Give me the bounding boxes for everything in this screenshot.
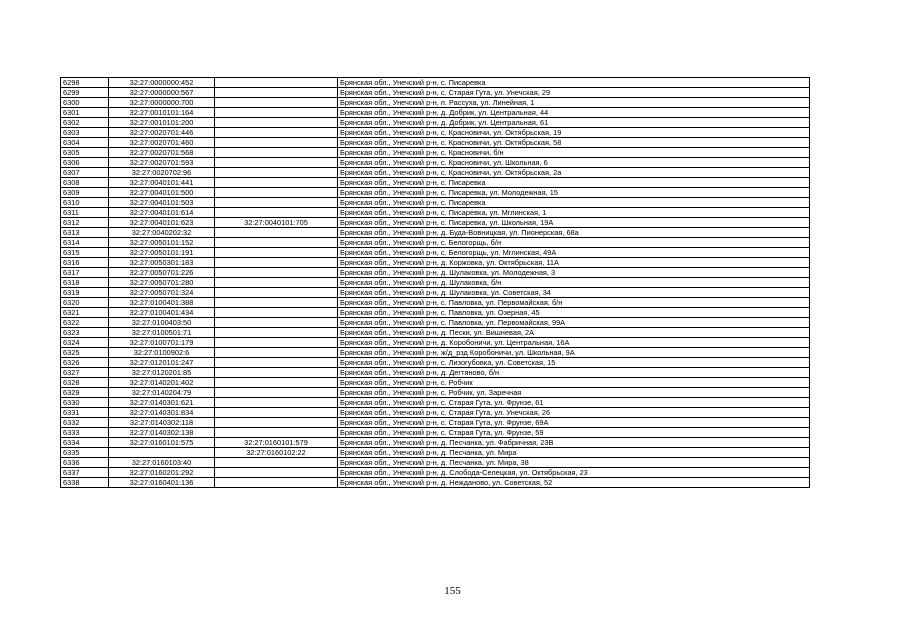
cell-cadastral-number-2	[215, 328, 338, 338]
cell-cadastral-number: 32:27:0010101:164	[109, 108, 215, 118]
cell-address: Брянская обл., Унечский р-н, с. Старая Гута, ул. Фрунзе, 61	[338, 398, 810, 408]
cell-cadastral-number-2	[215, 98, 338, 108]
cell-row-number: 6325	[61, 348, 109, 358]
cell-cadastral-number-2	[215, 138, 338, 148]
cell-cadastral-number: 32:27:0160103:40	[109, 458, 215, 468]
registry-table	[60, 77, 810, 488]
cell-address: Брянская обл., Унечский р-н, с. Писаревка, ул. Мглинская, 1	[338, 208, 810, 218]
cell-cadastral-number: 32:27:0000000:567	[109, 88, 215, 98]
table-row	[61, 338, 810, 348]
cell-cadastral-number: 32:27:0160101:575	[109, 438, 215, 448]
cell-address: Брянская обл., Унечский р-н, д. Шулаковка, ул. Молодежная, 3	[338, 268, 810, 278]
cell-row-number: 6312	[61, 218, 109, 228]
cell-cadastral-number: 32:27:0100701:179	[109, 338, 215, 348]
cell-cadastral-number: 32:27:0040101:614	[109, 208, 215, 218]
cell-row-number: 6336	[61, 458, 109, 468]
cell-cadastral-number: 32:27:0100902:6	[109, 348, 215, 358]
table-row	[61, 368, 810, 378]
cell-address: Брянская обл., Унечский р-н, с. Старая Гута, ул. Фрунзе, 69А	[338, 418, 810, 428]
cell-cadastral-number: 32:27:0050301:183	[109, 258, 215, 268]
table-row	[61, 98, 810, 108]
cell-cadastral-number: 32:27:0020701:446	[109, 128, 215, 138]
cell-cadastral-number-2	[215, 298, 338, 308]
cell-row-number: 6318	[61, 278, 109, 288]
cell-row-number: 6299	[61, 88, 109, 98]
table-row	[61, 318, 810, 328]
cell-address: Брянская обл., Унечский р-н, с. Робчик	[338, 378, 810, 388]
cell-cadastral-number: 32:27:0020702:96	[109, 168, 215, 178]
cell-address: Брянская обл., Унечский р-н, д. Коробоничи, ул. Центральная, 16А	[338, 338, 810, 348]
cell-cadastral-number: 32:27:0020701:568	[109, 148, 215, 158]
registry-table-container	[60, 77, 810, 488]
cell-cadastral-number-2: 32:27:0160101:579	[215, 438, 338, 448]
table-row	[61, 258, 810, 268]
cell-address: Брянская обл., Унечский р-н, с. Белогорщь, б/н	[338, 238, 810, 248]
table-row	[61, 378, 810, 388]
cell-cadastral-number-2	[215, 378, 338, 388]
table-row	[61, 158, 810, 168]
cell-cadastral-number: 32:27:0140301:834	[109, 408, 215, 418]
cell-address: Брянская обл., Унечский р-н, с. Старая Гута, ул. Унечская, 29	[338, 88, 810, 98]
cell-row-number: 6338	[61, 478, 109, 488]
cell-cadastral-number: 32:27:0050101:152	[109, 238, 215, 248]
table-row	[61, 398, 810, 408]
cell-cadastral-number: 32:27:0140302:138	[109, 428, 215, 438]
cell-row-number: 6322	[61, 318, 109, 328]
cell-address: Брянская обл., Унечский р-н, д. Песчанка, ул. Фабричная, 23В	[338, 438, 810, 448]
table-row	[61, 78, 810, 88]
cell-cadastral-number-2: 32:27:0040101:705	[215, 218, 338, 228]
cell-address: Брянская обл., Унечский р-н, д. Песчанка, ул. Мира, 38	[338, 458, 810, 468]
cell-row-number: 6310	[61, 198, 109, 208]
cell-row-number: 6311	[61, 208, 109, 218]
cell-cadastral-number-2	[215, 188, 338, 198]
table-row	[61, 118, 810, 128]
cell-cadastral-number-2	[215, 248, 338, 258]
cell-row-number: 6331	[61, 408, 109, 418]
table-row	[61, 478, 810, 488]
cell-cadastral-number-2	[215, 228, 338, 238]
cell-cadastral-number: 32:27:0050101:191	[109, 248, 215, 258]
cell-row-number: 6300	[61, 98, 109, 108]
cell-cadastral-number-2	[215, 258, 338, 268]
table-row	[61, 428, 810, 438]
cell-address: Брянская обл., Унечский р-н, с. Робчик, ул. Заречная	[338, 388, 810, 398]
cell-cadastral-number-2	[215, 168, 338, 178]
cell-row-number: 6302	[61, 118, 109, 128]
cell-row-number: 6328	[61, 378, 109, 388]
cell-cadastral-number: 32:27:0050701:324	[109, 288, 215, 298]
cell-address: Брянская обл., Унечский р-н, ж/д_рзд Коробоничи, ул. Школьная, 9А	[338, 348, 810, 358]
table-row	[61, 458, 810, 468]
page-number: 155	[444, 585, 461, 597]
cell-cadastral-number: 32:27:0120101:247	[109, 358, 215, 368]
cell-row-number: 6321	[61, 308, 109, 318]
cell-row-number: 6332	[61, 418, 109, 428]
cell-cadastral-number: 32:27:0160401:136	[109, 478, 215, 488]
table-row	[61, 138, 810, 148]
cell-cadastral-number: 32:27:0050701:280	[109, 278, 215, 288]
cell-address: Брянская обл., Унечский р-н, п. Рассуха, ул. Линейная, 1	[338, 98, 810, 108]
table-row	[61, 188, 810, 198]
table-row	[61, 208, 810, 218]
cell-row-number: 6319	[61, 288, 109, 298]
cell-address: Брянская обл., Унечский р-н, с. Писаревка	[338, 178, 810, 188]
cell-row-number: 6324	[61, 338, 109, 348]
cell-address: Брянская обл., Унечский р-н, д. Песчанка, ул. Мира	[338, 448, 810, 458]
cell-address: Брянская обл., Унечский р-н, д. Слобода-Селецкая, ул. Октябрьская, 23	[338, 468, 810, 478]
cell-row-number: 6335	[61, 448, 109, 458]
cell-cadastral-number: 32:27:0140302:118	[109, 418, 215, 428]
cell-cadastral-number-2	[215, 468, 338, 478]
table-row	[61, 248, 810, 258]
table-row	[61, 298, 810, 308]
cell-row-number: 6334	[61, 438, 109, 448]
table-row	[61, 418, 810, 428]
table-row	[61, 268, 810, 278]
cell-cadastral-number: 32:27:0040202:32	[109, 228, 215, 238]
cell-address: Брянская обл., Унечский р-н, д. Добрик, ул. Центральная, 61	[338, 118, 810, 128]
cell-cadastral-number: 32:27:0020701:593	[109, 158, 215, 168]
cell-address: Брянская обл., Унечский р-н, с. Павловка, ул. Первомайская, 99А	[338, 318, 810, 328]
cell-cadastral-number: 32:27:0140204:79	[109, 388, 215, 398]
cell-address: Брянская обл., Унечский р-н, д. Пески, ул. Вишневая, 2А	[338, 328, 810, 338]
table-row	[61, 278, 810, 288]
table-row	[61, 358, 810, 368]
table-row	[61, 408, 810, 418]
cell-address: Брянская обл., Унечский р-н, с. Лизогубовка, ул. Советская, 15	[338, 358, 810, 368]
table-row	[61, 218, 810, 228]
cell-cadastral-number: 32:27:0100401:434	[109, 308, 215, 318]
cell-cadastral-number: 32:27:0140201:402	[109, 378, 215, 388]
table-row	[61, 348, 810, 358]
cell-address: Брянская обл., Унечский р-н, с. Павловка, ул. Первомайская, б/н	[338, 298, 810, 308]
table-row	[61, 108, 810, 118]
table-row	[61, 388, 810, 398]
cell-row-number: 6307	[61, 168, 109, 178]
cell-row-number: 6333	[61, 428, 109, 438]
cell-cadastral-number: 32:27:0000000:700	[109, 98, 215, 108]
cell-address: Брянская обл., Унечский р-н, с. Красновичи, ул. Октябрьская, 19	[338, 128, 810, 138]
cell-cadastral-number: 32:27:0050701:226	[109, 268, 215, 278]
cell-address: Брянская обл., Унечский р-н, д. Нежданово, ул. Советская, 52	[338, 478, 810, 488]
cell-cadastral-number: 32:27:0040101:441	[109, 178, 215, 188]
cell-cadastral-number-2	[215, 88, 338, 98]
cell-cadastral-number-2	[215, 388, 338, 398]
table-row	[61, 198, 810, 208]
cell-address: Брянская обл., Унечский р-н, с. Писаревка	[338, 78, 810, 88]
cell-cadastral-number-2	[215, 408, 338, 418]
cell-address: Брянская обл., Унечский р-н, с. Старая Гута, ул. Унечская, 26	[338, 408, 810, 418]
cell-row-number: 6330	[61, 398, 109, 408]
table-row	[61, 148, 810, 158]
cell-address: Брянская обл., Унечский р-н, с. Красновичи, ул. Октябрьская, 2а	[338, 168, 810, 178]
table-row	[61, 88, 810, 98]
cell-cadastral-number-2	[215, 318, 338, 328]
cell-address: Брянская обл., Унечский р-н, с. Павловка, ул. Озерная, 45	[338, 308, 810, 318]
cell-address: Брянская обл., Унечский р-н, с. Белогорщь, ул. Мглинская, 49А	[338, 248, 810, 258]
cell-cadastral-number-2	[215, 78, 338, 88]
table-row	[61, 228, 810, 238]
cell-cadastral-number-2	[215, 278, 338, 288]
cell-cadastral-number-2	[215, 148, 338, 158]
table-row	[61, 178, 810, 188]
cell-address: Брянская обл., Унечский р-н, с. Красновичи, б/н	[338, 148, 810, 158]
table-row	[61, 448, 810, 458]
cell-row-number: 6329	[61, 388, 109, 398]
table-row	[61, 468, 810, 478]
table-row	[61, 238, 810, 248]
cell-row-number: 6309	[61, 188, 109, 198]
cell-address: Брянская обл., Унечский р-н, с. Красновичи, ул. Октябрьская, 58	[338, 138, 810, 148]
cell-cadastral-number-2	[215, 128, 338, 138]
cell-cadastral-number-2	[215, 338, 338, 348]
cell-cadastral-number: 32:27:0160201:292	[109, 468, 215, 478]
cell-cadastral-number-2	[215, 308, 338, 318]
table-row	[61, 168, 810, 178]
cell-address: Брянская обл., Унечский р-н, д. Дегтяново, б/н	[338, 368, 810, 378]
cell-cadastral-number-2: 32:27:0160102:22	[215, 448, 338, 458]
cell-cadastral-number-2	[215, 268, 338, 278]
cell-address: Брянская обл., Унечский р-н, с. Писаревка	[338, 198, 810, 208]
cell-cadastral-number: 32:27:0010101:200	[109, 118, 215, 128]
cell-cadastral-number: 32:27:0100401:388	[109, 298, 215, 308]
cell-cadastral-number: 32:27:0120201:85	[109, 368, 215, 378]
cell-address: Брянская обл., Унечский р-н, д. Коржовка, ул. Октябрьская, 11А	[338, 258, 810, 268]
cell-address: Брянская обл., Унечский р-н, д. Добрик, ул. Центральная, 44	[338, 108, 810, 118]
cell-address: Брянская обл., Унечский р-н, д. Буда-Вовницкая, ул. Пионерская, 68а	[338, 228, 810, 238]
cell-cadastral-number-2	[215, 458, 338, 468]
table-row	[61, 128, 810, 138]
cell-row-number: 6327	[61, 368, 109, 378]
cell-cadastral-number-2	[215, 238, 338, 248]
cell-cadastral-number: 32:27:0100501:71	[109, 328, 215, 338]
cell-cadastral-number-2	[215, 368, 338, 378]
cell-cadastral-number-2	[215, 118, 338, 128]
cell-cadastral-number: 32:27:0040101:623	[109, 218, 215, 228]
cell-cadastral-number: 32:27:0140301:621	[109, 398, 215, 408]
cell-cadastral-number-2	[215, 178, 338, 188]
cell-row-number: 6304	[61, 138, 109, 148]
cell-cadastral-number-2	[215, 288, 338, 298]
cell-cadastral-number-2	[215, 478, 338, 488]
cell-address: Брянская обл., Унечский р-н, с. Старая Гута, ул. Фрунзе, 59	[338, 428, 810, 438]
cell-cadastral-number-2	[215, 348, 338, 358]
table-row	[61, 288, 810, 298]
cell-cadastral-number-2	[215, 158, 338, 168]
cell-row-number: 6306	[61, 158, 109, 168]
cell-row-number: 6320	[61, 298, 109, 308]
cell-row-number: 6314	[61, 238, 109, 248]
cell-row-number: 6317	[61, 268, 109, 278]
cell-row-number: 6326	[61, 358, 109, 368]
cell-row-number: 6301	[61, 108, 109, 118]
cell-address: Брянская обл., Унечский р-н, д. Шулаковка, б/н	[338, 278, 810, 288]
cell-cadastral-number-2	[215, 428, 338, 438]
cell-address: Брянская обл., Унечский р-н, с. Красновичи, ул. Школьная, 6	[338, 158, 810, 168]
cell-row-number: 6316	[61, 258, 109, 268]
cell-cadastral-number: 32:27:0040101:500	[109, 188, 215, 198]
cell-row-number: 6323	[61, 328, 109, 338]
cell-cadastral-number: 32:27:0100403:50	[109, 318, 215, 328]
cell-cadastral-number-2	[215, 208, 338, 218]
cell-row-number: 6305	[61, 148, 109, 158]
cell-cadastral-number-2	[215, 108, 338, 118]
cell-address: Брянская обл., Унечский р-н, с. Писаревка, ул. Молодежная, 15	[338, 188, 810, 198]
cell-address: Брянская обл., Унечский р-н, с. Писаревка, ул. Школьная, 19А	[338, 218, 810, 228]
cell-cadastral-number	[109, 448, 215, 458]
table-row	[61, 438, 810, 448]
cell-row-number: 6313	[61, 228, 109, 238]
cell-row-number: 6315	[61, 248, 109, 258]
cell-cadastral-number: 32:27:0040101:503	[109, 198, 215, 208]
cell-row-number: 6298	[61, 78, 109, 88]
cell-row-number: 6337	[61, 468, 109, 478]
cell-cadastral-number-2	[215, 398, 338, 408]
table-row	[61, 308, 810, 318]
cell-cadastral-number: 32:27:0020701:460	[109, 138, 215, 148]
cell-row-number: 6303	[61, 128, 109, 138]
table-row	[61, 328, 810, 338]
cell-cadastral-number-2	[215, 418, 338, 428]
cell-cadastral-number-2	[215, 358, 338, 368]
cell-cadastral-number: 32:27:0000000:452	[109, 78, 215, 88]
cell-address: Брянская обл., Унечский р-н, д. Шулаковка, ул. Советская, 34	[338, 288, 810, 298]
cell-cadastral-number-2	[215, 198, 338, 208]
cell-row-number: 6308	[61, 178, 109, 188]
registry-table-body	[61, 78, 810, 488]
